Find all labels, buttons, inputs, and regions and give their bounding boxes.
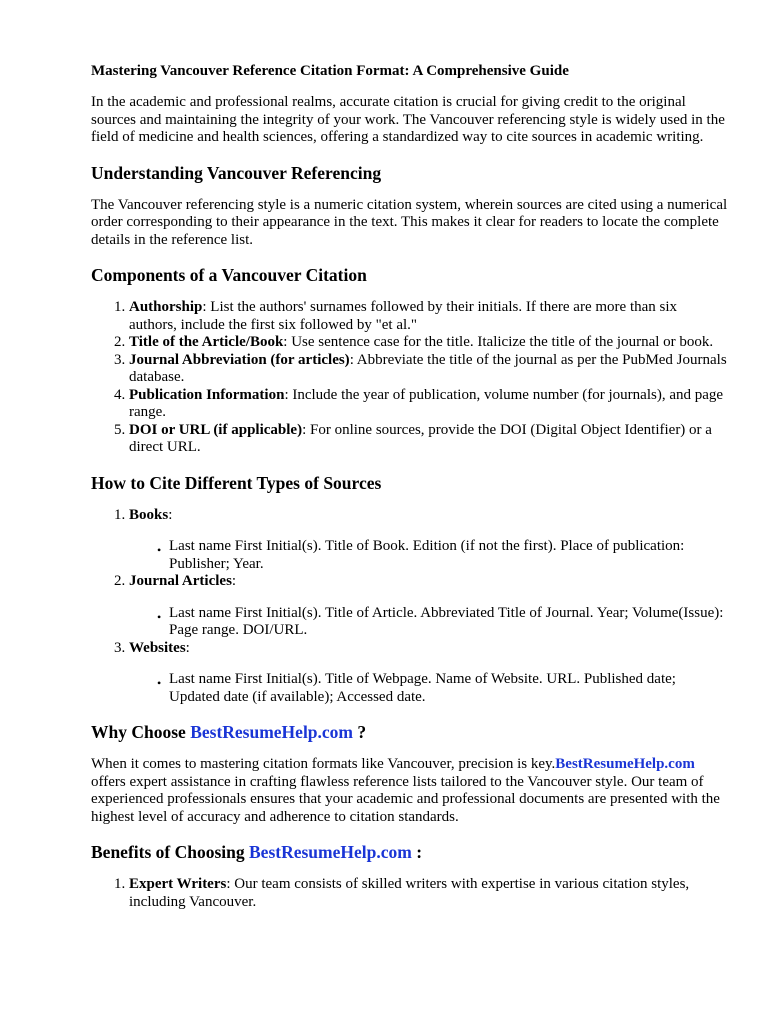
- list-item-term: Books: [129, 506, 169, 523]
- list-item-text: : Use sentence case for the title. Italicize the title of the journal or book.: [283, 334, 714, 350]
- list-item-term: Publication Information: [129, 386, 285, 403]
- heading-howto: How to Cite Different Types of Sources: [91, 472, 382, 493]
- heading-understanding: Understanding Vancouver Referencing: [91, 162, 382, 183]
- heading-text: :: [411, 842, 423, 862]
- list-item-text: : Our team consists of skilled writers with expertise in various citation styles, including Vancouver.: [129, 876, 690, 910]
- benefits-list: [91, 876, 728, 911]
- example-text: Last name First Initial(s). Title of Book. Edition (if not the first). Place of publication: Publisher; Year.: [169, 538, 685, 572]
- bullet-icon: •: [157, 543, 162, 557]
- list-item-text: : Abbreviate the title of the journal as per the PubMed Journals database.: [129, 351, 727, 385]
- example-list: [129, 605, 728, 640]
- list-item-text: : List the authors' surnames followed by their initials. If there are more than six authors, include the first six followed by "et al.": [129, 299, 678, 333]
- paragraph-text: When it comes to mastering citation formats like Vancouver, precision is key.: [91, 756, 556, 772]
- list-item: [129, 352, 728, 387]
- understanding-paragraph: The Vancouver referencing style is a numeric citation system, wherein sources are cited using a numerical order corresponding to their appearance in the text. This makes it clear for readers to locate the complete details in the reference list.: [91, 196, 728, 248]
- list-item-suffix: :: [231, 573, 237, 589]
- howto-list: [91, 507, 728, 707]
- bullet-icon: •: [157, 676, 162, 690]
- list-item: [129, 640, 728, 707]
- list-item-term: DOI or URL (if applicable): [129, 421, 303, 438]
- list-item-term: Websites: [129, 639, 186, 656]
- bullet-icon: •: [157, 609, 162, 624]
- example-list: [129, 671, 728, 706]
- list-item-term: Title of the Article/Book: [129, 334, 284, 350]
- paragraph-text: offers expert assistance in crafting flawless reference lists tailored to the Vancouver style. Our team of experienced professionals ensures that your academic and professional documents are presented with the highest level of accuracy and adherence to citation standards.: [91, 773, 720, 825]
- example-text: Last name First Initial(s). Title of Webpage. Name of Website. URL. Published date; Updated date (if available); Accessed date.: [169, 671, 676, 705]
- list-item: [129, 334, 728, 352]
- list-item: [129, 299, 728, 334]
- list-item: [129, 387, 728, 422]
- list-item-term: Journal Articles: [129, 573, 232, 589]
- why-paragraph: [91, 756, 728, 826]
- heading-benefits: [91, 842, 728, 862]
- heading-components: Components of a Vancouver Citation: [91, 265, 367, 285]
- list-item: [129, 876, 728, 911]
- heading-text: ?: [353, 722, 367, 742]
- list-item-suffix: :: [185, 639, 190, 656]
- components-list: [91, 299, 728, 457]
- list-item-term: Journal Abbreviation (for articles): [129, 351, 350, 368]
- intro-paragraph: In the academic and professional realms, accurate citation is crucial for giving credit to the original sources and maintaining the integrity of your work. The Vancouver referencing style is widely used in the field of medicine and health sciences, offering a standardized way to cite sources in academic writing.: [91, 94, 725, 145]
- document-title: Mastering Vancouver Reference Citation Format: A Comprehensive Guide: [91, 63, 569, 79]
- list-item-text: : For online sources, provide the DOI (Digital Object Identifier) or a direct URL.: [129, 421, 712, 455]
- heading-text: Why Choose: [91, 722, 191, 742]
- example-item: [157, 671, 728, 706]
- example-item: [157, 605, 728, 640]
- list-item-suffix: :: [168, 506, 173, 523]
- site-link[interactable]: BestResumeHelp.com: [249, 842, 412, 862]
- example-text: Last name First Initial(s). Title of Article. Abbreviated Title of Journal. Year; Volume(Issue): Page range. DOI/URL.: [169, 604, 724, 638]
- list-item: [129, 422, 728, 457]
- site-link[interactable]: BestResumeHelp.com: [190, 722, 354, 742]
- example-list: [129, 538, 728, 573]
- heading-why-choose: [91, 722, 728, 742]
- list-item-text: : Include the year of publication, volume number (for journals), and page range.: [129, 386, 724, 420]
- list-item: [129, 507, 728, 574]
- example-item: [157, 538, 728, 573]
- list-item-term: Expert Writers: [129, 876, 227, 892]
- heading-text: Benefits of Choosing: [91, 842, 249, 862]
- site-link[interactable]: BestResumeHelp.com: [555, 756, 695, 772]
- list-item: [129, 573, 728, 640]
- list-item-term: Authorship: [129, 299, 203, 315]
